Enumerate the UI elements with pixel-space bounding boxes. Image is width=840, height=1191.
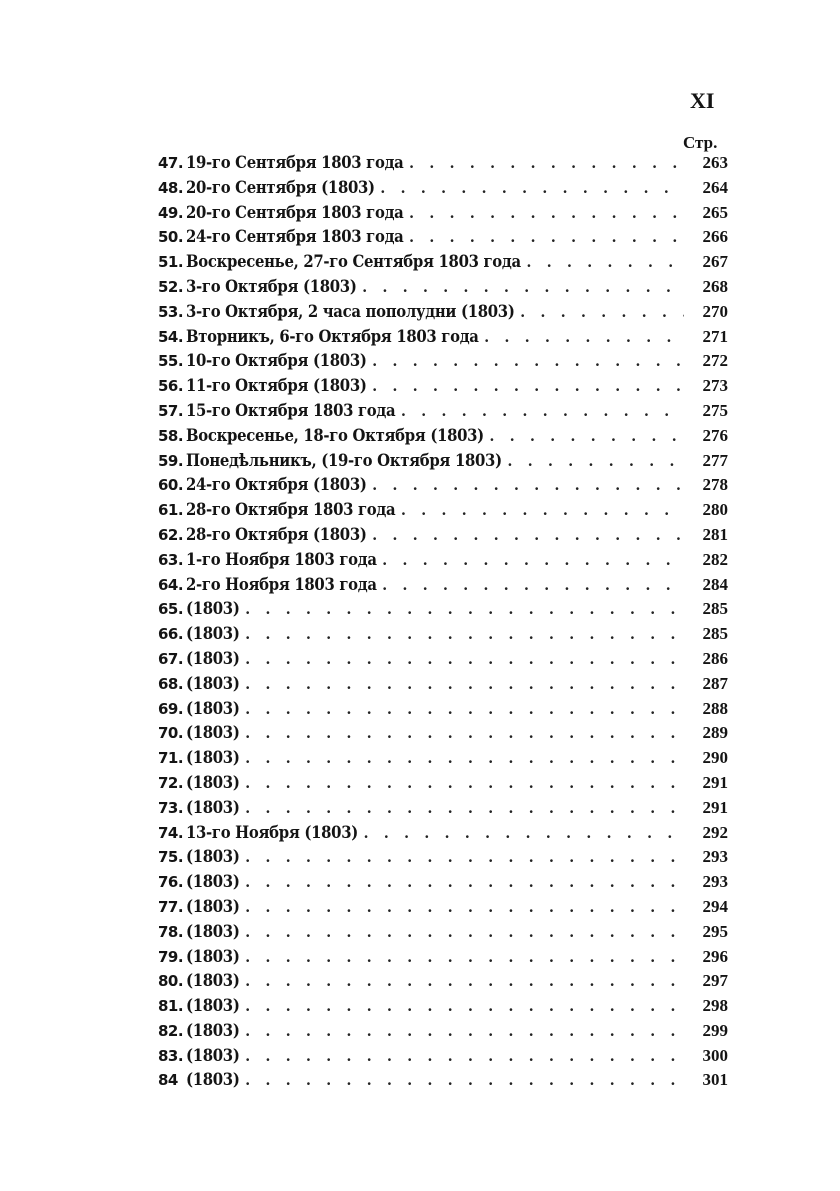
- entry-page-number: 300: [702, 1045, 728, 1065]
- entry-number: 52.: [158, 277, 184, 296]
- dot-leader: [373, 349, 684, 374]
- entry-page-number: 275: [702, 400, 728, 420]
- dot-leader: [246, 622, 684, 647]
- dot-leader: [508, 449, 684, 474]
- toc-entry: [158, 622, 728, 647]
- entry-page-number: 281: [702, 524, 728, 544]
- dot-leader: [246, 969, 684, 994]
- dot-leader: [490, 424, 684, 449]
- entry-number: 54.: [158, 327, 184, 346]
- dot-leader: [246, 721, 684, 746]
- dot-leader: [364, 821, 684, 846]
- entry-page-number: 297: [702, 971, 728, 991]
- entry-number: 80.: [158, 972, 184, 991]
- toc-entry: [158, 548, 728, 573]
- entry-page-number: 266: [702, 227, 728, 247]
- entry-number: 59.: [158, 451, 184, 470]
- toc-entry: [158, 399, 728, 424]
- toc-entry: [158, 895, 728, 920]
- dot-leader: [485, 325, 684, 350]
- entry-title: 10-го Октября (1803): [186, 351, 367, 371]
- entry-number: 67.: [158, 649, 184, 668]
- entry-page-number: 291: [702, 797, 728, 817]
- entry-number: 77.: [158, 897, 184, 916]
- entry-title: (1803): [186, 996, 240, 1016]
- toc-entry: [158, 721, 728, 746]
- toc-entry: [158, 1068, 728, 1093]
- entry-number: 82.: [158, 1021, 184, 1040]
- dot-leader: [246, 1019, 684, 1044]
- entry-page-number: 293: [702, 847, 728, 867]
- entry-page-number: 289: [702, 723, 728, 743]
- entry-page-number: 294: [702, 896, 728, 916]
- entry-title: (1803): [186, 698, 240, 718]
- dot-leader: [246, 845, 684, 870]
- entry-number: 57.: [158, 401, 184, 420]
- page-column-header: Стр.: [683, 133, 718, 152]
- toc-entry: [158, 275, 728, 300]
- entry-title: 28-го Октября (1803): [186, 524, 367, 544]
- dot-leader: [401, 399, 684, 424]
- entry-title: (1803): [186, 847, 240, 867]
- toc-entry: [158, 647, 728, 672]
- entry-page-number: 270: [702, 301, 728, 321]
- entry-number: 83.: [158, 1046, 184, 1065]
- toc-entry: [158, 573, 728, 598]
- entry-title: 13-го Ноября (1803): [186, 822, 358, 842]
- entry-page-number: 267: [702, 252, 728, 272]
- toc-entry: [158, 300, 728, 325]
- entry-number: 76.: [158, 873, 184, 892]
- toc-entry: [158, 845, 728, 870]
- toc-entry: [158, 796, 728, 821]
- entry-title: (1803): [186, 1070, 240, 1090]
- entry-page-number: 295: [702, 921, 728, 941]
- entry-title: (1803): [186, 772, 240, 792]
- dot-leader: [527, 250, 684, 275]
- toc-entry: [158, 349, 728, 374]
- entry-title: Воскресенье, 27-го Сентября 1803 года: [186, 252, 521, 272]
- dot-leader: [409, 201, 684, 226]
- entry-number: 74.: [158, 823, 184, 842]
- entry-title: Вторникъ, 6-го Октября 1803 года: [186, 326, 479, 346]
- entry-page-number: 273: [702, 376, 728, 396]
- entry-title: (1803): [186, 1020, 240, 1040]
- dot-leader: [246, 697, 684, 722]
- toc-entry: [158, 225, 728, 250]
- toc-entry: [158, 697, 728, 722]
- entry-number: 70.: [158, 724, 184, 743]
- entry-number: 47.: [158, 154, 184, 172]
- entry-title: 3-го Октября, 2 часа пополудни (1803): [186, 301, 515, 321]
- entry-page-number: 263: [702, 153, 728, 172]
- dot-leader: [246, 672, 684, 697]
- entry-page-number: 271: [702, 326, 728, 346]
- entry-title: (1803): [186, 673, 240, 693]
- dot-leader: [373, 523, 684, 548]
- entry-page-number: 288: [702, 698, 728, 718]
- entry-title: 24-го Октября (1803): [186, 475, 367, 495]
- toc-entry: [158, 424, 728, 449]
- entry-title: 20-го Сентября 1803 года: [186, 202, 404, 222]
- entry-page-number: 299: [702, 1020, 728, 1040]
- dot-leader: [246, 771, 684, 796]
- toc-entry: [158, 994, 728, 1019]
- entry-title: 19-го Сентября 1803 года: [186, 153, 404, 172]
- toc-entry: [158, 523, 728, 548]
- toc-entry: [158, 325, 728, 350]
- entry-title: (1803): [186, 971, 240, 991]
- entry-number: 58.: [158, 426, 184, 445]
- entry-page-number: 284: [702, 574, 728, 594]
- toc-entry: [158, 176, 728, 201]
- entry-page-number: 278: [702, 475, 728, 495]
- entry-page-number: 286: [702, 648, 728, 668]
- entry-number: 78.: [158, 922, 184, 941]
- entry-number: 63.: [158, 550, 184, 569]
- toc-entry: [158, 1019, 728, 1044]
- entry-page-number: 301: [702, 1070, 728, 1090]
- entry-title: (1803): [186, 648, 240, 668]
- entry-title: 28-го Октября 1803 года: [186, 500, 396, 520]
- entry-number: 55.: [158, 352, 184, 371]
- entry-page-number: 291: [702, 772, 728, 792]
- toc-entry: [158, 151, 728, 176]
- page-number: XI: [690, 88, 715, 113]
- entry-number: 65.: [158, 600, 184, 619]
- entry-title: (1803): [186, 946, 240, 966]
- toc-entry: [158, 672, 728, 697]
- entry-page-number: 280: [702, 500, 728, 520]
- toc-entry: [158, 374, 728, 399]
- dot-leader: [246, 597, 684, 622]
- entry-number: 75.: [158, 848, 184, 867]
- entry-title: 15-го Октября 1803 года: [186, 400, 396, 420]
- toc-entry: [158, 1044, 728, 1069]
- toc-entry: [158, 821, 728, 846]
- entry-page-number: 264: [702, 177, 728, 197]
- dot-leader: [381, 176, 684, 201]
- dot-leader: [246, 1044, 684, 1069]
- entry-page-number: 268: [702, 276, 728, 296]
- dot-leader: [363, 275, 684, 300]
- entry-number: 69.: [158, 699, 184, 718]
- entry-title: (1803): [186, 624, 240, 644]
- entry-page-number: 292: [702, 822, 728, 842]
- entry-title: Понедѣльникъ, (19-го Октября 1803): [186, 450, 502, 470]
- entry-title: 24-го Сентября 1803 года: [186, 227, 404, 247]
- dot-leader: [409, 151, 684, 176]
- entry-title: (1803): [186, 748, 240, 768]
- entry-title: (1803): [186, 723, 240, 743]
- toc-entry: [158, 473, 728, 498]
- dot-leader: [246, 1068, 684, 1093]
- entry-number: 84: [158, 1071, 178, 1090]
- dot-leader: [401, 498, 684, 523]
- table-of-contents: [158, 151, 728, 1093]
- entry-page-number: 277: [702, 450, 728, 470]
- entry-number: 64.: [158, 575, 184, 594]
- entry-title: (1803): [186, 797, 240, 817]
- toc-entry: [158, 201, 728, 226]
- toc-entry: [158, 969, 728, 994]
- entry-title: (1803): [186, 1045, 240, 1065]
- entry-number: 66.: [158, 625, 184, 644]
- dot-leader: [521, 300, 684, 325]
- entry-page-number: 293: [702, 872, 728, 892]
- toc-entry: [158, 498, 728, 523]
- entry-page-number: 285: [702, 599, 728, 619]
- entry-title: (1803): [186, 921, 240, 941]
- entry-title: 11-го Октября (1803): [186, 376, 367, 396]
- entry-number: 56.: [158, 377, 184, 396]
- dot-leader: [246, 870, 684, 895]
- dot-leader: [383, 573, 684, 598]
- dot-leader: [246, 746, 684, 771]
- dot-leader: [246, 895, 684, 920]
- entry-page-number: 276: [702, 425, 728, 445]
- dot-leader: [409, 225, 684, 250]
- toc-entry: [158, 771, 728, 796]
- entry-page-number: 287: [702, 673, 728, 693]
- dot-leader: [246, 647, 684, 672]
- entry-number: 53.: [158, 302, 184, 321]
- dot-leader: [373, 374, 684, 399]
- entry-title: 2-го Ноября 1803 года: [186, 574, 377, 594]
- entry-page-number: 265: [702, 202, 728, 222]
- dot-leader: [246, 920, 684, 945]
- entry-title: 1-го Ноября 1803 года: [186, 549, 377, 569]
- entry-title: 20-го Сентября (1803): [186, 177, 375, 197]
- toc-entry: [158, 746, 728, 771]
- entry-number: 49.: [158, 203, 184, 222]
- entry-number: 73.: [158, 798, 184, 817]
- entry-title: (1803): [186, 872, 240, 892]
- toc-entry: [158, 597, 728, 622]
- toc-entry: [158, 250, 728, 275]
- dot-leader: [246, 945, 684, 970]
- entry-page-number: 298: [702, 996, 728, 1016]
- entry-number: 60.: [158, 476, 184, 495]
- entry-page-number: 272: [702, 351, 728, 371]
- entry-number: 50.: [158, 228, 184, 247]
- entry-page-number: 296: [702, 946, 728, 966]
- dot-leader: [246, 796, 684, 821]
- entry-title: Воскресенье, 18-го Октября (1803): [186, 425, 484, 445]
- entry-number: 51.: [158, 253, 184, 272]
- toc-entry: [158, 449, 728, 474]
- entry-number: 71.: [158, 749, 184, 768]
- entry-number: 61.: [158, 501, 184, 520]
- toc-entry: [158, 870, 728, 895]
- toc-entry: [158, 945, 728, 970]
- entry-page-number: 290: [702, 748, 728, 768]
- dot-leader: [373, 473, 684, 498]
- dot-leader: [383, 548, 684, 573]
- toc-entry: [158, 920, 728, 945]
- entry-title: 3-го Октября (1803): [186, 276, 357, 296]
- entry-title: (1803): [186, 896, 240, 916]
- entry-number: 48.: [158, 178, 184, 197]
- entry-page-number: 282: [702, 549, 728, 569]
- entry-number: 68.: [158, 674, 184, 693]
- entry-number: 72.: [158, 773, 184, 792]
- entry-number: 79.: [158, 947, 184, 966]
- entry-page-number: 285: [702, 624, 728, 644]
- entry-number: 62.: [158, 525, 184, 544]
- dot-leader: [246, 994, 684, 1019]
- entry-title: (1803): [186, 599, 240, 619]
- entry-number: 81.: [158, 997, 184, 1016]
